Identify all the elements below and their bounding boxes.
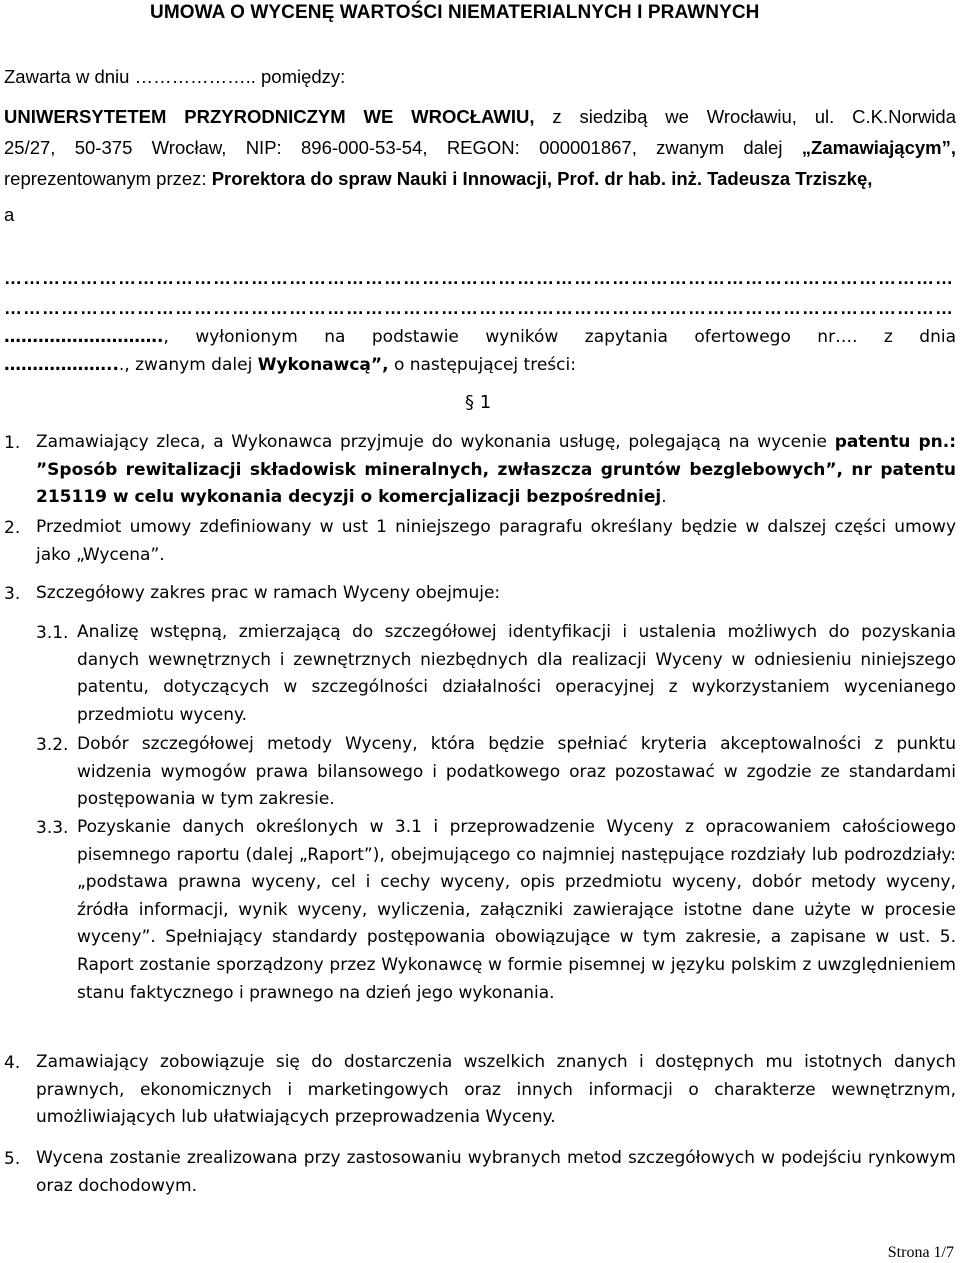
item-5-text bbox=[36, 1145, 956, 1200]
contractor-line-1 bbox=[4, 327, 956, 347]
item-3-1-text bbox=[77, 619, 956, 729]
item-3-3-text bbox=[77, 814, 956, 1007]
party-representative: Prorektora do spraw Nauki i Innowacji, Prof. dr hab. inż. Tadeusza Trziszkę, bbox=[211, 168, 873, 189]
contractor-dots: ………………………. bbox=[4, 327, 164, 347]
item-3-1-number: 3.1. bbox=[36, 623, 69, 643]
party-ids: 25/27, 50-375 Wrocław, NIP: 896-000-53-54, REGON: 000001867, zwanym dalej bbox=[4, 137, 783, 158]
item-4-body: Zamawiający zobowiązuje się do dostarczenia wszelkich znanych i dostępnych mu istotnych danych prawnych, ekonomicznych i marketingowych oraz innych informacji o charakterze wewnętrznym, umożliwiających lub ułatwiających przeprowadzenia Wyceny. bbox=[36, 1052, 956, 1128]
item-3-3-number: 3.3. bbox=[36, 818, 69, 838]
party-line-1 bbox=[4, 106, 956, 128]
section-mark: § 1 bbox=[465, 392, 492, 413]
intro-date-line: Zawarta w dniu ……………….. pomiędzy: bbox=[4, 66, 346, 87]
item-3-1-body: Analizę wstępną, zmierzającą do szczegółowej identyfikacji i ustalenia możliwych do pozyskania danych wewnętrznych i zewnętrznych niezbędnych dla realizacji Wyceny w odniesieniu niniejszego patentu, dotyczących w szczególności działalności operacyjnej z wykorzystaniem wycenianego przedmiotu wyceny. bbox=[77, 622, 956, 725]
contractor-placeholder-1: …………………………………………………………………………………………………………………………………… bbox=[4, 268, 954, 288]
item-1-text bbox=[36, 429, 956, 512]
party-line-3 bbox=[4, 168, 872, 190]
party-address: z siedzibą we Wrocławiu, ul. C.K.Norwida bbox=[552, 106, 956, 127]
party-representative-label: reprezentowanym przez: bbox=[4, 168, 207, 189]
party-line-2 bbox=[4, 137, 956, 159]
conjunction-a: a bbox=[4, 204, 15, 225]
contractor-placeholder-2: …………………………………………………………………………………………………………………………………… bbox=[4, 298, 954, 318]
party-alias: „Zamawiającym”, bbox=[801, 137, 957, 158]
item-1-number: 1. bbox=[4, 433, 21, 453]
contractor-line-2 bbox=[4, 355, 576, 375]
item-3-2-number: 3.2. bbox=[36, 735, 69, 755]
item-3-3-body: Pozyskanie danych określonych w 3.1 i przeprowadzenie Wyceny z opracowaniem całościowego pisemnego raportu (dalej „Raport”), obejmującego co najmniej następujące rozdziały lub podrozdziały: „podstawa prawna wyceny, cel i cechy wyceny, opis przedmiotu wyceny, dobór metody wyceny, źródła informacji, wynik wyceny, wyliczenia, załączniki zawierające istotne dane użyte w procesie wyceny”. Spełniający standardy postępowania obowiązujące w tym zakresie, a zapisane w ust. 5. Raport zostanie sporządzony przez Wykonawcę w formie pisemnej w języku polskim z uwzględnieniem stanu faktycznego i prawnego na dzień jego wykonania. bbox=[77, 817, 956, 1003]
item-5-number: 5. bbox=[4, 1149, 21, 1169]
item-2-body: Przedmiot umowy zdefiniowany w ust 1 niniejszego paragrafu określany będzie w dalszej części umowy jako „Wycena”. bbox=[36, 517, 956, 565]
item-3-number: 3. bbox=[4, 584, 21, 604]
item-2-text bbox=[36, 514, 956, 569]
item-1-body: Zamawiający zleca, a Wykonawca przyjmuje do wykonania usługę, polegającą na wycenie bbox=[36, 432, 828, 452]
contractor-selection: , wyłonionym na podstawie wyników zapytania ofertowego nr…. z dnia bbox=[163, 327, 956, 347]
contractor-line-end: o następującej treści: bbox=[393, 355, 576, 375]
item-1-patent-title: : ”Sposób rewitalizacji składowisk mineralnych, zwłaszcza gruntów bezglebowych”, nr patentu 215119 w celu wykonania decyzji o komercjalizacji bezpośredniej bbox=[36, 432, 957, 508]
item-4-number: 4. bbox=[4, 1053, 21, 1073]
item-1-end: . bbox=[661, 487, 667, 508]
item-3-2-body: Dobór szczegółowej metody Wyceny, która będzie spełniać kryteria akceptowalności z punktu widzenia wymogów prawa bilansowego i podatkowego oraz pozostawać w zgodzie ze standardami postępowania w tym zakresie. bbox=[77, 734, 956, 810]
item-4-text bbox=[36, 1049, 956, 1132]
contractor-date-dots: ……………….. bbox=[4, 355, 119, 375]
document-title: UMOWA O WYCENĘ WARTOŚCI NIEMATERIALNYCH I PRAWNYCH bbox=[150, 2, 760, 23]
page-number: Strona 1/7 bbox=[887, 1244, 954, 1261]
item-1-patent-label: patentu pn. bbox=[834, 432, 950, 452]
party-name: UNIWERSYTETEM PRZYRODNICZYM WE WROCŁAWIU, bbox=[4, 106, 535, 127]
contractor-alias-label: ., zwanym dalej bbox=[118, 355, 253, 375]
item-3-text bbox=[36, 580, 956, 608]
item-3-2-text bbox=[77, 731, 956, 814]
item-2-number: 2. bbox=[4, 518, 21, 538]
contractor-alias: Wykonawcą”, bbox=[257, 355, 389, 375]
item-5-body: Wycena zostanie zrealizowana przy zastosowaniu wybranych metod szczegółowych w podejściu rynkowym oraz dochodowym. bbox=[36, 1148, 956, 1196]
item-3-body: Szczegółowy zakres prac w ramach Wyceny obejmuje: bbox=[36, 583, 501, 603]
